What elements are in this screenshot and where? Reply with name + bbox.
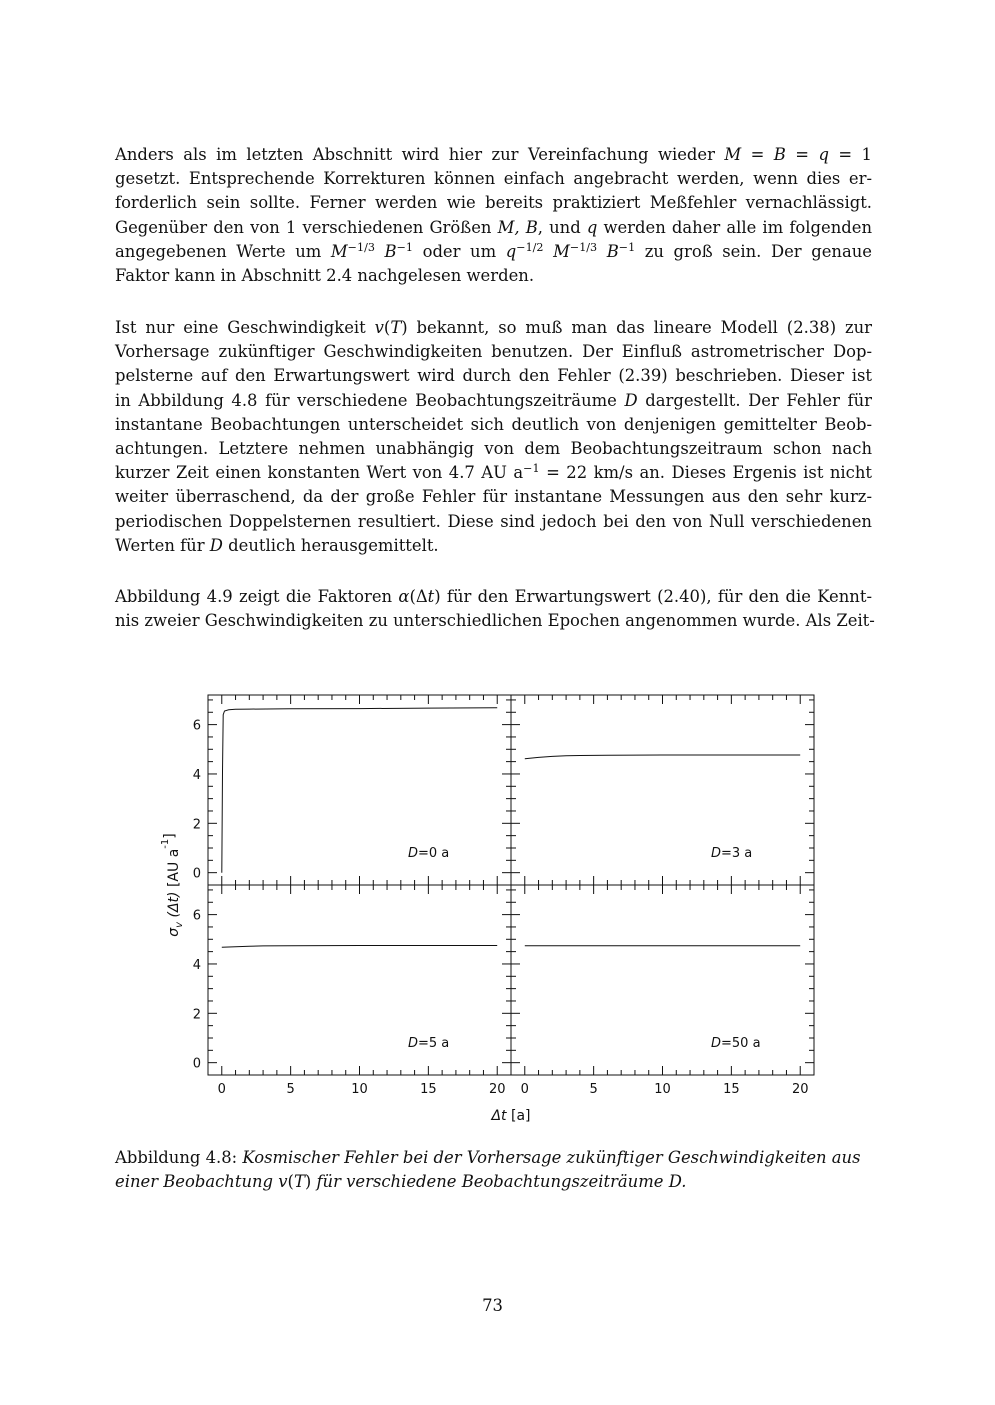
- superscript: −1: [396, 240, 413, 254]
- y-axis-label-part: ]: [162, 833, 178, 839]
- x-tick-label: 5: [286, 1082, 295, 1097]
- text-line: [115, 167, 872, 191]
- paragraph-1: [115, 143, 872, 288]
- panel-label-var: D: [408, 846, 419, 861]
- y-tick-label: 6: [192, 718, 201, 734]
- text-run: Abbildung 4.9 zeigt die Faktoren: [115, 587, 399, 606]
- text-run: Ist nur eine Geschwindigkeit: [115, 318, 375, 337]
- panel-frame: [511, 695, 814, 885]
- text-run: [375, 242, 385, 261]
- text-run: (: [383, 318, 391, 337]
- text-run: [544, 242, 554, 261]
- math-italic: einer Beobachtung v: [115, 1172, 288, 1192]
- page-number: 73: [482, 1296, 503, 1315]
- text-run: ): [304, 1172, 317, 1192]
- text-run: Abbildung 4.8:: [115, 1148, 243, 1167]
- chart-panel-2: [193, 885, 511, 1097]
- text-run: zu groß sein. Der genaue: [635, 241, 872, 261]
- text-line: [115, 216, 872, 240]
- text-run: nis zweier Geschwindigkeiten zu unterschiedlichen Epochen angenommen wurde. Als Zeit-: [115, 611, 875, 631]
- text-run: Anders als im letzten Abschnitt wird hier zur Vereinfachung wieder: [115, 145, 725, 164]
- text-run: in Abbildung 4.8 für verschiedene Beobachtungszeiträume: [115, 390, 625, 410]
- series-line: [525, 755, 800, 759]
- text-line: [115, 534, 872, 558]
- math-italic: M, B: [497, 217, 538, 237]
- text-line: [115, 389, 872, 413]
- math-italic: T: [390, 318, 402, 337]
- text-run: =: [741, 145, 774, 164]
- panel-label-var: D: [408, 1036, 419, 1051]
- panel-frame: [208, 885, 511, 1075]
- math-italic: D: [209, 535, 223, 555]
- x-tick-label: 5: [589, 1082, 598, 1097]
- x-tick-label: 0: [520, 1082, 529, 1097]
- y-axis-label-part: σ: [166, 927, 182, 937]
- text-run: instantane Beobachtungen unterscheidet sich deutlich von denjenigen gemittelter Beob-: [115, 414, 872, 434]
- text-run: Gegenüber den von 1 verschiedenen Größen: [115, 217, 498, 237]
- panel-label: [711, 846, 752, 861]
- text-line: [115, 240, 872, 264]
- superscript: −1/3: [569, 240, 598, 254]
- y-tick-label: 2: [192, 817, 201, 833]
- y-axis-label-part: v: [174, 921, 185, 928]
- panel-label: [408, 1036, 449, 1051]
- text-line: [115, 609, 875, 633]
- y-tick-label: 6: [192, 908, 201, 924]
- text-run: Faktor kann in Abschnitt 2.4 nachgelesen werden.: [115, 266, 535, 286]
- superscript: −1: [618, 240, 636, 254]
- text-run: forderlich sein sollte. Ferner werden wie bereits praktiziert Meßfehler vernachlässigt.: [115, 193, 872, 213]
- text-run: (: [287, 1172, 294, 1192]
- text-run: ) für den Erwartungswert (2.40), für den die Kennt-: [434, 587, 872, 606]
- x-axis-label-var: Δt: [491, 1108, 507, 1124]
- math-italic: M: [330, 241, 348, 261]
- math-italic: für verschiedene Beobachtungszeiträume D.: [316, 1172, 687, 1192]
- text-run: = 22 km/s an. Dieses Ergenis ist nicht: [539, 463, 872, 483]
- y-tick-label: 2: [192, 1007, 201, 1023]
- text-line: [115, 264, 872, 288]
- series-line: [222, 708, 497, 873]
- text-run: angegebenen Werte um: [115, 241, 331, 261]
- text-run: dargestellt. Der Fehler für: [637, 390, 872, 410]
- math-italic: T: [293, 1172, 305, 1192]
- text-run: achtungen. Letztere nehmen unabhängig von dem Beobachtungszeitraum schon nach: [115, 439, 872, 459]
- superscript: −1/2: [516, 240, 544, 254]
- text-run: = 1: [828, 145, 872, 164]
- y-tick-label: 4: [192, 957, 201, 973]
- y-axis-label: [160, 833, 185, 936]
- text-run: ) bekannt, so muß man das lineare Modell (2.38) zur: [401, 318, 873, 337]
- text-line: [115, 413, 872, 437]
- y-axis-label-part: -1: [160, 838, 171, 849]
- text-run: [597, 242, 607, 261]
- x-tick-label: 20: [488, 1082, 506, 1097]
- text-run: weiter überraschend, da der große Fehler für instantane Messungen aus den sehr kurz-: [115, 487, 872, 507]
- panel-label-var: D: [711, 1036, 722, 1051]
- text-run: gesetzt. Entsprechende Korrekturen können einfach angebracht werden, wenn dies er-: [115, 169, 872, 189]
- figure-caption: [115, 1146, 872, 1194]
- math-italic: B: [606, 241, 619, 261]
- math-italic: M: [724, 145, 742, 164]
- text-line: [115, 585, 872, 609]
- x-tick-label: 10: [351, 1082, 368, 1097]
- text-run: , und: [537, 217, 587, 237]
- math-italic: q: [505, 241, 517, 261]
- y-axis-label-part: [AU a: [166, 848, 182, 892]
- panel-label-value: =5 a: [418, 1036, 450, 1051]
- panel-label-var: D: [711, 846, 722, 861]
- panel-frame: [208, 695, 511, 885]
- paragraph-2: [115, 316, 872, 558]
- superscript: −1: [523, 462, 540, 476]
- text-line: [115, 485, 872, 509]
- text-line: [115, 316, 872, 340]
- y-tick-label: 0: [192, 866, 201, 882]
- panel-frame: [511, 885, 814, 1075]
- text-run: periodischen Doppelsternen resultiert. Diese sind jedoch bei den von Null verschiedenen: [115, 511, 872, 531]
- chart-panel-1: [511, 695, 814, 885]
- math-italic: t: [427, 587, 435, 606]
- x-axis-label: [490, 1108, 530, 1124]
- panel-label-value: =3 a: [721, 846, 753, 861]
- text-run: =: [785, 145, 819, 164]
- text-run: werden daher alle im folgenden: [597, 217, 873, 237]
- text-line: [115, 461, 872, 485]
- panel-label: [711, 1036, 761, 1051]
- x-tick-label: 20: [791, 1082, 809, 1097]
- paragraph-3: [115, 585, 875, 633]
- text-run: oder um: [413, 241, 506, 261]
- text-line: [115, 364, 872, 388]
- x-axis-label-unit: [a]: [506, 1108, 531, 1124]
- math-italic: α: [398, 587, 410, 606]
- y-tick-label: 4: [192, 767, 201, 783]
- math-italic: v: [374, 318, 384, 337]
- figure-4-8: [150, 680, 850, 1130]
- text-run: Vorhersage zukünftiger Geschwindigkeiten benutzen. Der Einfluß astrometrischer Dop-: [115, 342, 872, 362]
- superscript: −1/3: [347, 240, 375, 254]
- series-line: [222, 946, 497, 948]
- math-italic: q: [818, 145, 829, 164]
- math-italic: B: [384, 241, 397, 261]
- text-run: kurzer Zeit einen konstanten Wert von 4.7 AU a: [115, 463, 524, 483]
- text-line: [115, 510, 872, 534]
- math-italic: D: [624, 390, 638, 410]
- x-tick-label: 0: [217, 1082, 226, 1097]
- x-tick-label: 10: [654, 1082, 671, 1097]
- text-line: [115, 191, 872, 215]
- panel-label-value: =50 a: [721, 1036, 761, 1051]
- y-axis-label-part: (Δt): [166, 891, 182, 922]
- panel-label: [408, 846, 449, 861]
- math-italic: q: [586, 217, 598, 237]
- text-line: [115, 437, 872, 461]
- panel-label-value: =0 a: [418, 846, 450, 861]
- x-tick-label: 15: [723, 1082, 740, 1097]
- chart-panel-0: [193, 695, 511, 885]
- chart-panel-3: [511, 885, 814, 1097]
- text-run: deutlich herausgemittelt.: [222, 535, 439, 555]
- x-tick-label: 15: [420, 1082, 437, 1097]
- text-run: Werten für: [115, 535, 210, 555]
- text-run: pelsterne auf den Erwartungswert wird durch den Fehler (2.39) beschrieben. Dieser ist: [115, 366, 872, 386]
- text-line: [115, 1146, 872, 1170]
- text-run: (Δ: [409, 587, 428, 606]
- y-tick-label: 0: [192, 1056, 201, 1072]
- math-italic: Kosmischer Fehler bei der Vorhersage zukünftiger Geschwindigkeiten aus: [242, 1148, 861, 1167]
- text-line: [115, 1170, 872, 1194]
- text-line: [115, 340, 872, 364]
- math-italic: B: [773, 145, 786, 164]
- math-italic: M: [553, 241, 570, 261]
- text-line: [115, 143, 872, 167]
